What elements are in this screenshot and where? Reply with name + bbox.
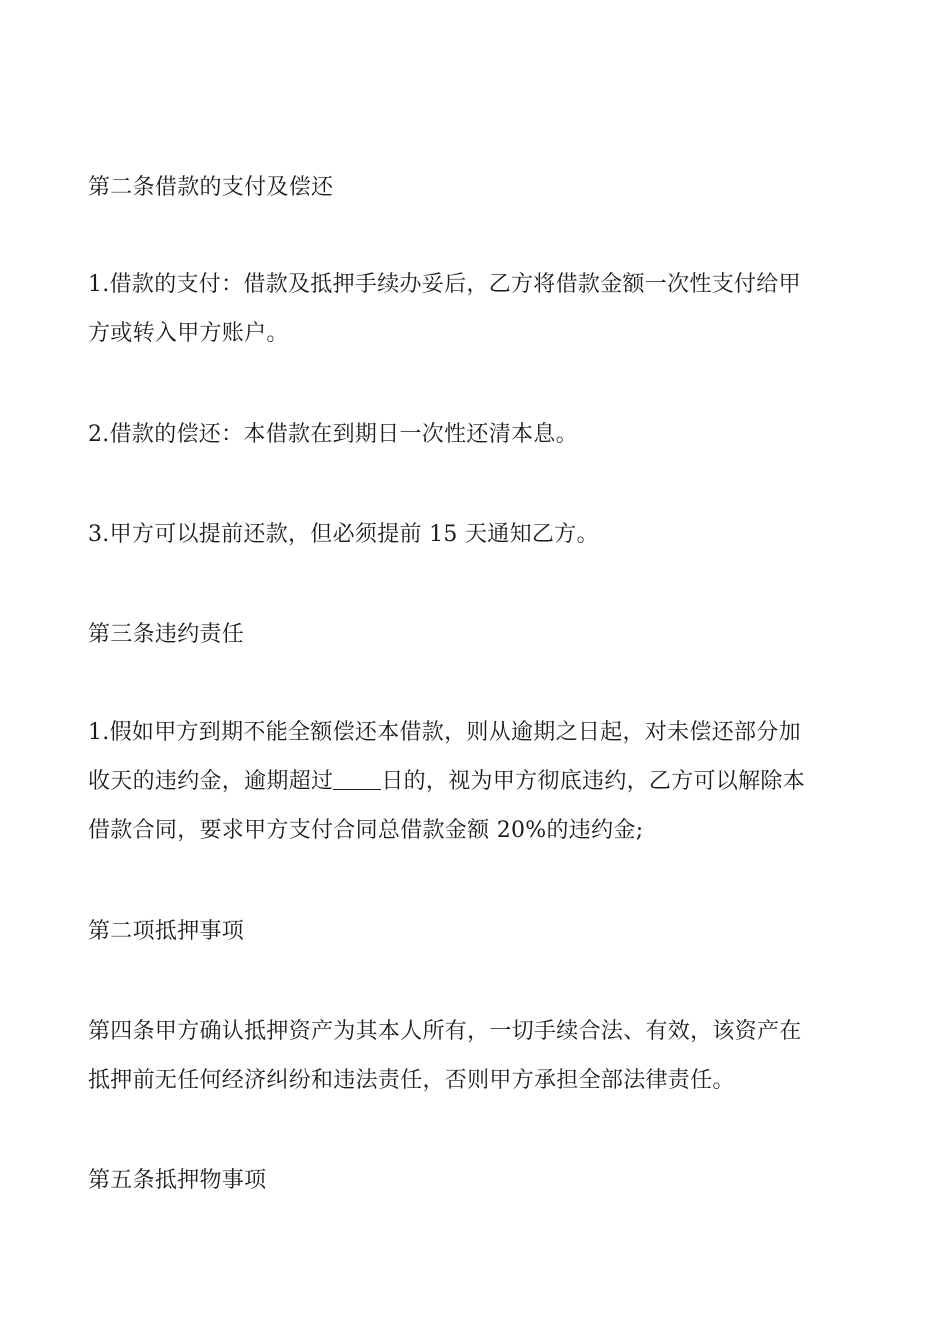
article-2-heading: 第二条借款的支付及偿还 (88, 175, 334, 200)
fill-in-blank (333, 767, 381, 790)
article-2-item-1: 1.借款的支付：借款及抵押手续办妥后，乙方将借款金额一次性支付给甲 方或转入甲方账户。 (88, 272, 801, 346)
article-3-heading: 第三条违约责任 (88, 622, 245, 647)
article-4: 第四条甲方确认抵押资产为其本人所有，一切手续合法、有效，该资产在 抵押前无任何经济纠纷和违法责任，否则甲方承担全部法律责任。 (88, 1019, 802, 1093)
article-5-heading: 第五条抵押物事项 (88, 1168, 267, 1193)
article-2-item-2: 2.借款的偿还：本借款在到期日一次性还清本息。 (88, 422, 578, 447)
section-2-heading: 第二项抵押事项 (88, 919, 245, 944)
article-3-item-1: 1.假如甲方到期不能全额偿还本借款，则从逾期之日起，对未偿还部分加 收天的违约金，逾期超过 日的，视为甲方彻底违约，乙方可以解除本 借款合同，要求甲方支付合同总借款金额 20%的违约金; (88, 720, 806, 843)
article-2-item-3: 3.甲方可以提前还款，但必须提前 15 天通知乙方。 (88, 522, 599, 547)
